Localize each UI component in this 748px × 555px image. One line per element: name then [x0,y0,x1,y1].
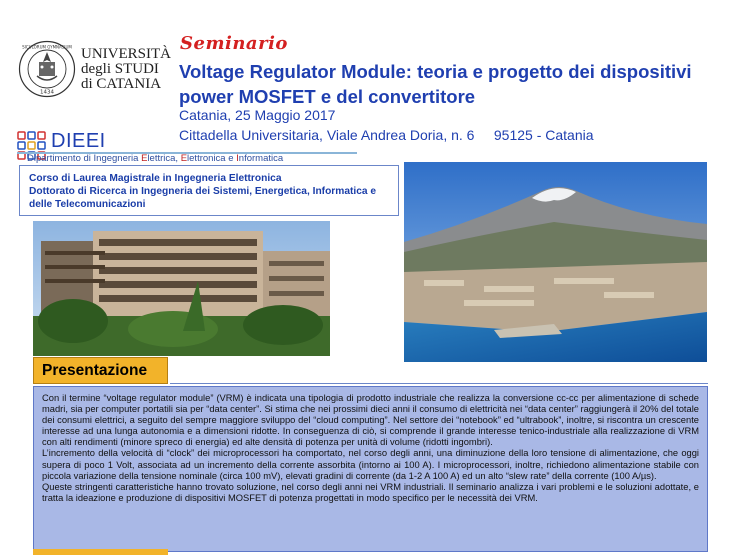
event-place: Cittadella Universitaria, Viale Andrea Doria, n. 6 95125 - Catania [179,127,594,143]
university-name-line: degli STUDI [81,61,159,77]
section-divider [170,383,708,384]
event-date: Catania, 25 Maggio 2017 [179,107,336,123]
seminar-title: Voltage Regulator Module: teoria e progetto dei dispositivi power MOSFET e del convertitore [179,61,692,107]
dept-name-prefix: Dipartimento di Ingegneria [27,153,142,164]
seal-year: 1434 [40,89,54,96]
dept-letter-e1: E [141,153,148,164]
building-photo [33,221,330,356]
university-name-line: di CATANIA [81,76,162,92]
department-logo [17,131,357,165]
department-name [27,153,283,164]
dept-letter-i: I [236,153,239,164]
dept-name-mid2: lettronica e [187,153,237,164]
dept-name-mid1: lettrica, [147,153,181,164]
section-title-presentazione: Presentazione [33,357,168,384]
etna-catania-photo [404,162,707,362]
course-line: Dottorato di Ricerca in Ingegneria dei Sistemi, Energetica, Informatica e [29,186,377,197]
dept-letter-e2: E [180,153,188,164]
seal-motto: SICULORUM GYMNASIUM [22,44,72,50]
presentation-text-box [33,386,708,552]
dept-name-end: nformatica [238,153,284,164]
university-name [81,47,171,92]
course-line: Corso di Laurea Magistrale in Ingegneria Elettronica [29,173,282,184]
presentation-paragraph: L’incremento della velocità di “clock” dei microprocessori ha comportato, nel corso degli anni, una diminuzione della loro tensione di alimentazione, che oggi supera di poco 1 Volt, associata ad un incremento della corrente assorbita (intorno ai 100 A). I microprocessori, inoltre, richiedono alimentazione stabile con piccola variazione della tensione nominale (circa 100 mV), elevati gradini di corrente (da 1-2 A 100 A) ed un alto “slew rate” della corrente (100 A/µs). [42,448,699,481]
dieei-acronym: DIEEI [51,130,106,152]
university-seal-logo [18,40,76,98]
university-name-line: UNIVERSITÀ [81,46,171,62]
presentation-paragraph: Con il termine “voltage regulator module” (VRM) è indicata una tipologia di prodotto industriale che realizza la conversione cc-cc per alimentazione di schede madri, sia per computer portatili sia per “data center”. Si stima che nei prossimi dieci anni il consumo di elettricità nei “data center” raggiungerà il 20% del totale dei consumi elettrici, a seguito del sempre maggiore sviluppo del “cloud computing”. Nel settore dei “notebook” ed “ultrabook”, inoltre, si riscontra un crescente interesse ad una lunga autonomia e a dimensioni ridotte. In conseguenza di ciò, si comprende il grande interesse tenico-industriale alla realizzazione di VRM con alti rendimenti (minore spreco di energia) ed alte densità di potenza per unità di volume (ridotti ingombri). [42,393,699,448]
seminario-label: Seminario [180,33,288,54]
course-info-box [19,165,399,216]
next-section-tab [33,549,168,555]
course-line: delle Telecomunicazioni [29,199,146,210]
presentation-paragraph: Queste stringenti caratteristiche hanno trovato soluzione, nel corso degli anni nei VRM industriali. Il seminario analizza i vari problemi e le soluzioni adottate, e tratta la ideazione e produzione di dispositivi MOSFET di potenza progettati in modo specifico per le necessità dei VRM. [42,481,699,503]
